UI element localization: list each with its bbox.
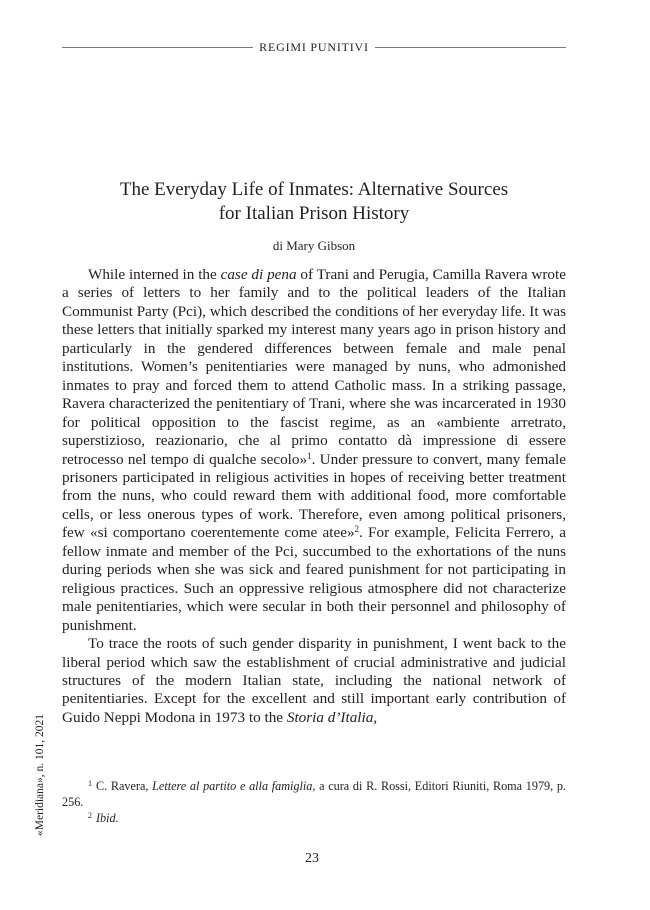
journal-citation: «Meridiana», n. 101, 2021: [34, 713, 46, 836]
paragraph-1-text: of Trani and Perugia, Camilla Ravera wrote a series of letters to her family and to the political leaders of the Italian Communist Party (Pci), which described the conditions of her everyday life. It was these letters that initially sparked my interest many years ago in prison history and particularly in the gendered differences between female and male penal institutions. Women’s penitentiaries were managed by nuns, who admonished inmates to pray and forced them to attend Catholic mass. In a striking passage, Ravera characterized the penitentiary of Trani, where she was incarcerated in 1930 for political opposition to the fascist regime, as an «ambiente arretrato, superstizioso, reazionario, che al primo contatto dà impressione di essere retrocesso nel tempo di qualche secolo»: [62, 266, 566, 468]
footnote-reference-1[interactable]: 1: [307, 450, 312, 461]
running-head-label: REGIMI PUNITIVI: [259, 40, 369, 54]
running-head-rule-left: [62, 47, 253, 48]
paragraph-1-text: While interned in the: [88, 266, 221, 283]
footnote-2: [62, 810, 566, 826]
footnote-1-book-title: Lettere al partito e alla famiglia,: [152, 779, 316, 793]
footnote-1: [62, 778, 566, 810]
paragraph-1-italic-term: case di pena: [220, 266, 297, 283]
article-body: [62, 266, 566, 727]
running-head: [62, 40, 566, 55]
page-number: 23: [305, 851, 319, 866]
article-author: di Mary Gibson: [272, 238, 356, 253]
footnote-2-number: 2: [88, 811, 92, 820]
body-paragraph-1: [62, 266, 566, 635]
footnote-1-text: a cura di R. Rossi, Editori Riuniti, Roma 1979, p. 256.: [62, 779, 567, 809]
paragraph-2-italic-title: Storia d’Italia,: [286, 708, 378, 726]
paragraph-2-text: To trace the roots of such gender disparity in punishment, I went back to the liberal period which saw the establishment of crucial administrative and judicial structures of the modern Italian state, including the national network of penitentiaries. Except for the excellent and still important early contribution of Guido Neppi Modona in 1973 to the: [62, 635, 566, 726]
article-title-line-1: The Everyday Life of Inmates: Alternative Sources: [119, 179, 509, 200]
article-title: [62, 178, 566, 226]
footnote-2-ibid: Ibid.: [96, 811, 119, 825]
running-head-rule-right: [375, 47, 566, 48]
paragraph-1-text: . Under pressure to convert, many female prisoners participated in religious activities in hopes of receiving better treatment from the nuns, who could reward them with additional food, more comfortable cells, or less onerous types of work. Therefore, even among political prisoners, few «si comportano coerentemente come atee»: [62, 450, 567, 542]
footnote-1-number: 1: [88, 779, 92, 788]
footnote-1-text: C. Ravera,: [96, 779, 153, 793]
footnotes: [62, 778, 566, 826]
paragraph-1-text: . For example, Felicita Ferrero, a fellow inmate and member of the Pci, succumbed to the exhortations of the nuns during periods when she was sick and feared punishment for not participating in religious practices. Such an oppressive religious atmosphere did not characterize male penitentiaries, which were secular in both their personnel and philosophy of punishment.: [62, 524, 567, 634]
article-title-line-2: for Italian Prison History: [218, 203, 410, 224]
body-paragraph-2: [62, 635, 566, 727]
footnote-reference-2[interactable]: 2: [354, 524, 360, 535]
